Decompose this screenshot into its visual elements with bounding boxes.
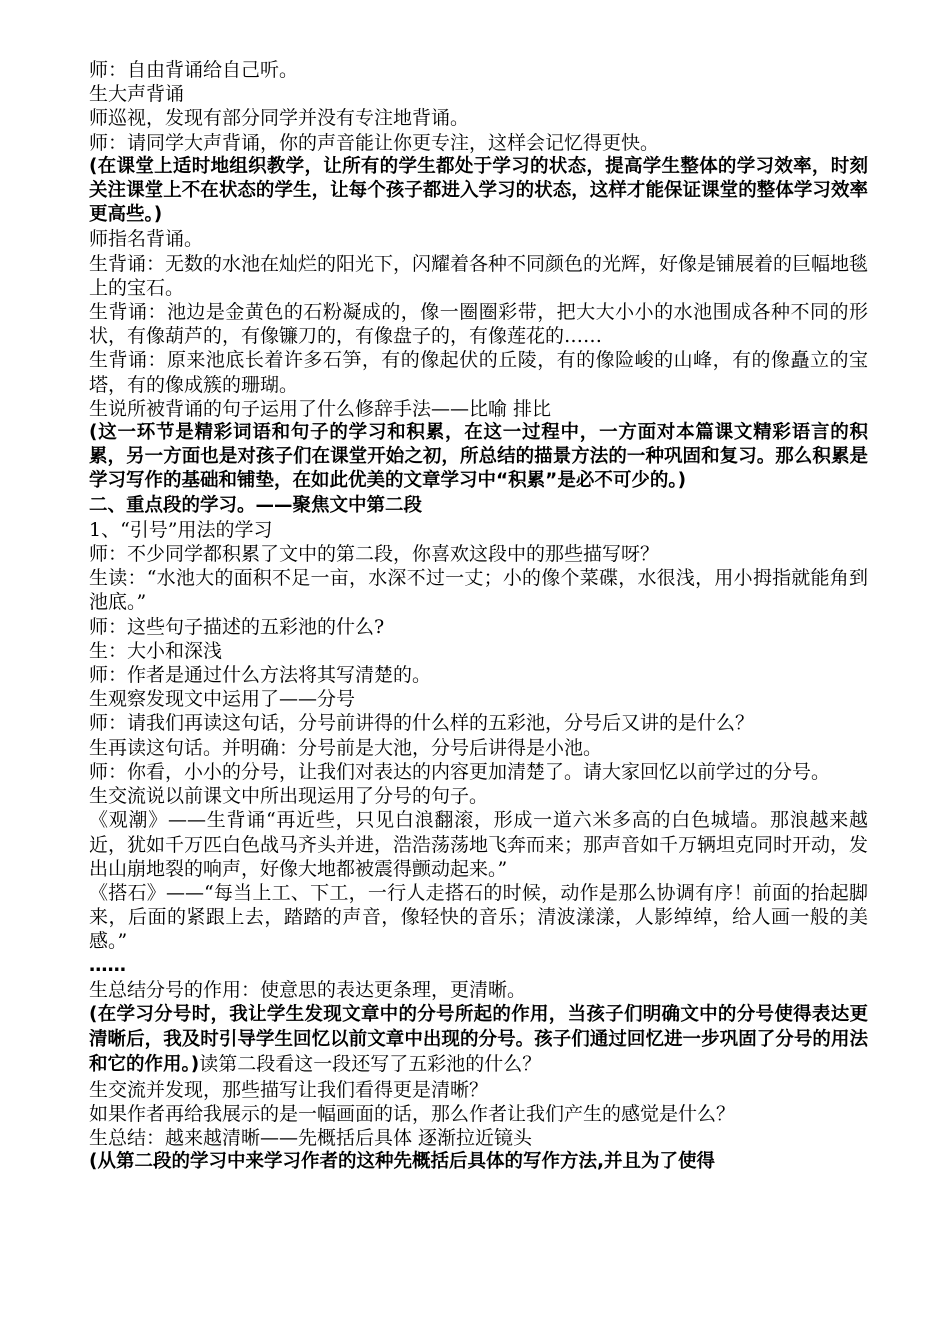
paragraph-tail: 读第二段看这一段还写了五彩池的什么？: [199, 1053, 542, 1076]
paragraph: 生再读这句话。并明确：分号前是大池，分号后讲得是小池。: [89, 736, 603, 759]
paragraph: 生交流并发现，那些描写让我们看得更是清晰？: [89, 1078, 489, 1101]
paragraph: 师指名背诵。: [89, 228, 204, 251]
teacher-note: (这一环节是精彩词语和句子的学习和积累，在这一过程中，一方面对本篇课文精彩语言的积累，另一方面也是对孩子们在课堂开始之初，所总结的描景方法的一种巩固和复习。那么积累是学习写作的基础和铺垫，在如此优美的文章学习中“积累”是必不可少的。): [89, 422, 868, 492]
paragraph: 生大声背诵: [89, 83, 185, 106]
paragraph: 《观潮》——生背诵“再近些，只见白浪翻滚，形成一道六米多高的白色城墙。那浪越来越近，犹如千万匹白色战马齐头并进，浩浩荡荡地飞奔而来；那声音如千万辆坦克同时开动，发出山崩地裂的响声，好像大地都被震得颤动起来。”: [89, 809, 869, 880]
paragraph: 师：不少同学都积累了文中的第二段，你喜欢这段中的那些描写呀？: [89, 543, 660, 566]
paragraph: 生观察发现文中运用了——分号: [89, 688, 356, 711]
paragraph: 师：你看，小小的分号，让我们对表达的内容更加清楚了。请大家回忆以前学过的分号。: [89, 760, 831, 783]
teacher-note-mixed: [89, 1002, 868, 1078]
paragraph: 师：请同学大声背诵，你的声音能让你更专注，这样会记忆得更快。: [89, 131, 660, 154]
teacher-note: (在学习分号时，我让学生发现文章中的分号所起的作用，当孩子们明确文中的分号使得表达更清晰后，我及时引导学生回忆以前文章中出现的分号。孩子们通过回忆进一步巩固了分号的用法和它的作用。): [89, 1003, 868, 1076]
paragraph: 生：大小和深浅: [89, 639, 223, 662]
paragraph: 师：自由背诵给自己听。: [89, 59, 299, 81]
paragraph: 生背诵：无数的水池在灿烂的阳光下，闪耀着各种不同颜色的光辉，好像是铺展着的巨幅地毯上的宝石。: [89, 252, 869, 299]
paragraph: 生总结：越来越清晰——先概括后具体 逐渐拉近镜头: [89, 1126, 533, 1149]
paragraph: 生背诵：池边是金黄色的石粉凝成的，像一圈圈彩带，把大大小小的水池围成各种不同的形状，有像葫芦的，有像镰刀的，有像盘子的，有像莲花的……: [89, 301, 868, 348]
paragraph: 生读：“水池大的面积不足一亩，水深不过一丈；小的像个菜碟，水很浅，用小拇指就能角到池底。”: [89, 567, 868, 614]
paragraph: 生说所被背诵的句子运用了什么修辞手法——比喻 排比: [89, 397, 552, 420]
paragraph: 生交流说以前课文中所出现运用了分号的句子。: [89, 785, 489, 808]
paragraph: 师：作者是通过什么方法将其写清楚的。: [89, 664, 432, 687]
paragraph: 师：这些句子描述的五彩池的什么?: [89, 615, 385, 638]
paragraph: 师巡视，发现有部分同学并没有专注地背诵。: [89, 107, 470, 130]
subsection-heading: 1、“引号”用法的学习: [89, 518, 273, 541]
teacher-note: (从第二段的学习中来学习作者的这种先概括后具体的写作方法,并且为了使得: [89, 1151, 715, 1173]
paragraph: 生背诵：原来池底长着许多石笋，有的像起伏的丘陵，有的像险峻的山峰，有的像矗立的宝塔，有的像成簇的珊瑚。: [89, 349, 868, 396]
teacher-note: (在课堂上适时地组织教学，让所有的学生都处于学习的状态，提高学生整体的学习效率，时刻关注课堂上不在状态的学生，让每个孩子都进入学习的状态，这样才能保证课堂的整体学习效率更高些。): [89, 155, 868, 226]
paragraph: 师：请我们再读这句话，分号前讲得的什么样的五彩池，分号后又讲的是什么？: [89, 712, 755, 735]
paragraph: 《搭石》——“每当上工、下工，一行人走搭石的时候，动作是那么协调有序！前面的抬起脚来，后面的紧跟上去，踏踏的声音，像轻快的音乐；清波漾漾，人影绰绰，给人画一般的美感。”: [89, 881, 868, 953]
ellipsis-line: ……: [89, 954, 126, 976]
paragraph: 如果作者再给我展示的是一幅画面的话，那么作者让我们产生的感觉是什么？: [89, 1102, 736, 1125]
paragraph: 生总结分号的作用：使意思的表达更条理，更清晰。: [89, 978, 527, 1001]
section-heading: 二、重点段的学习。——聚焦文中第二段: [89, 494, 423, 516]
